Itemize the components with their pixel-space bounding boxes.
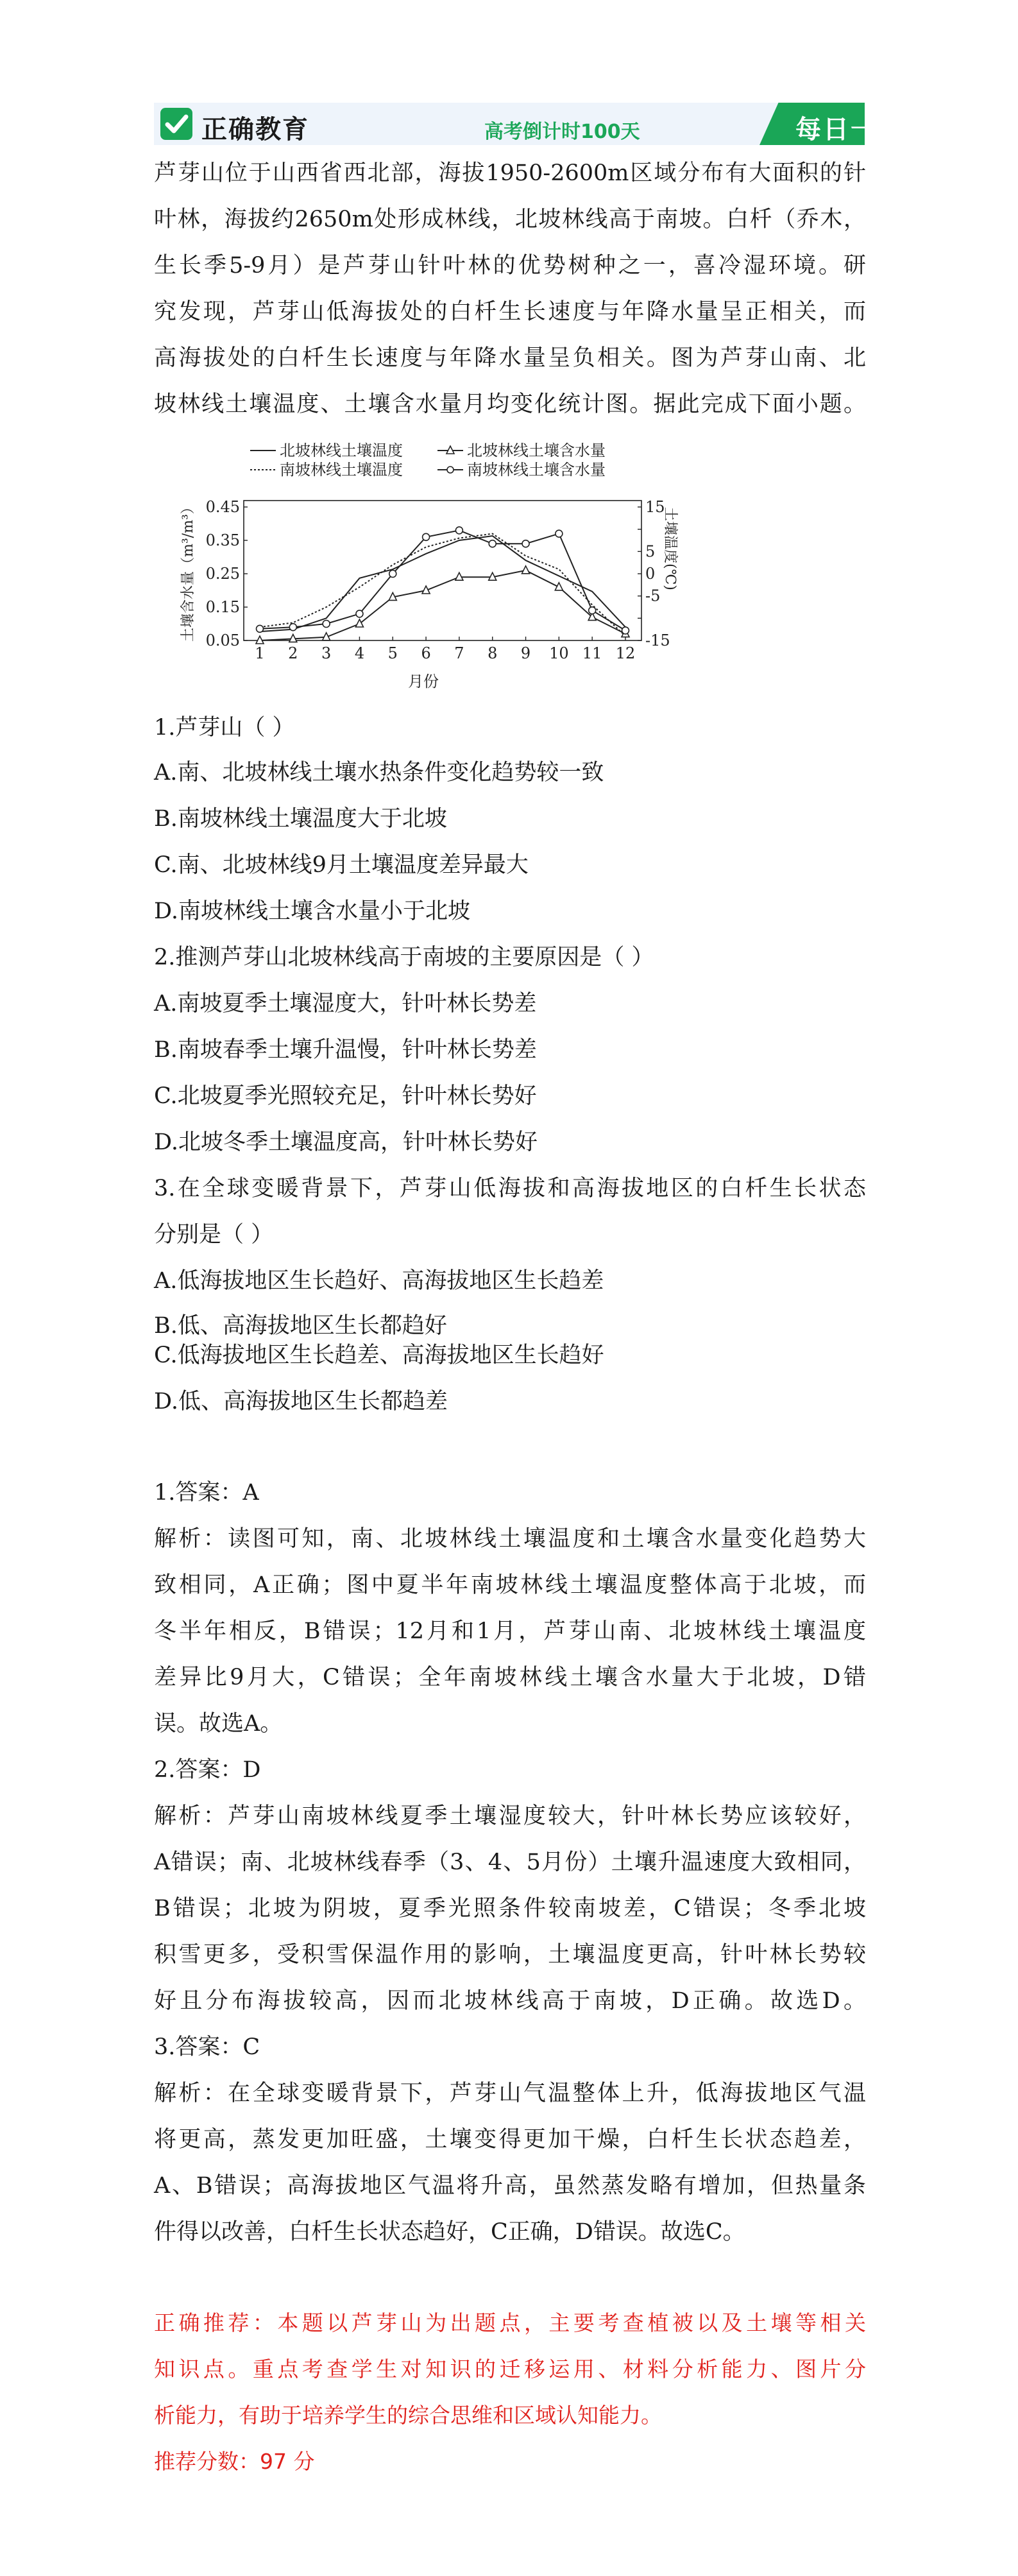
recommend-text: 知识点。重点考查学生对知识的迁移运用、材料分析能力、图片分 (154, 2357, 866, 2382)
recommend-score: 推荐分数：97 分 (154, 2449, 315, 2474)
recommend-text: 析能力，有助于培养学生的综合思维和区域认知能力。 (154, 2403, 662, 2428)
question-option: D.南坡林线土壤含水量小于北坡 (154, 898, 470, 924)
soil-chart (173, 436, 680, 693)
answer-text: A错误；南、北坡林线春季（3、4、5月份）土壤升温速度大致相同， (154, 1850, 866, 1875)
y-right-tick-label: -15 (645, 631, 670, 649)
answer-text: 件得以改善，白杄生长状态趋好，C正确，D错误。故选C。 (154, 2219, 745, 2245)
question-3-stem: 3.在全球变暖背景下，芦芽山低海拔和高海拔地区的白杄生长状态 (154, 1176, 866, 1201)
answer-text: 解析：在全球变暖背景下，芦芽山气温整体上升，低海拔地区气温 (154, 2081, 866, 2106)
point-south_water (522, 540, 529, 547)
x-tick-label: 7 (454, 644, 464, 662)
question-option: A.低海拔地区生长趋好、高海拔地区生长趋差 (154, 1268, 604, 1294)
passage-line: 生长季5-9月）是芦芽山针叶林的优势树种之一，喜冷湿环境。研 (154, 253, 866, 279)
answer-1: 1.答案：A (154, 1480, 259, 1506)
series-line-south_water (260, 530, 625, 630)
x-tick-label: 9 (520, 644, 531, 662)
y-axis-right-label: 土壤温度(℃) (662, 507, 678, 590)
question-option: C.低海拔地区生长趋差、高海拔地区生长趋好 (154, 1343, 604, 1368)
passage-line: 究发现，芦芽山低海拔处的白杄生长速度与年降水量呈正相关，而 (154, 299, 866, 325)
question-option: D.北坡冬季土壤温度高，针叶林长势好 (154, 1129, 538, 1155)
question-option: B.低、高海拔地区生长都趋好 (154, 1313, 447, 1339)
y-left-tick-label: 0.45 (205, 498, 240, 516)
point-south_water (423, 533, 430, 540)
question-2-stem: 2.推测芦芽山北坡林线高于南坡的主要原因是（ ） (154, 945, 654, 970)
answer-text: 将更高，蒸发更加旺盛，土壤变得更加干燥，白杄生长状态趋差， (154, 2127, 866, 2152)
x-tick-label: 10 (549, 644, 569, 662)
legend-north-temp: 北坡林线土壤温度 (280, 442, 403, 459)
x-tick-label: 3 (321, 644, 332, 662)
question-1-stem: 1.芦芽山（ ） (154, 715, 295, 741)
daily-tag: 每日一题 (795, 115, 906, 144)
point-south_water (356, 610, 363, 617)
y-left-tick-label: 0.35 (205, 531, 240, 549)
x-tick-label: 1 (255, 644, 265, 662)
answer-text: B错误；北坡为阴坡，夏季光照条件较南坡差，C错误；冬季北坡 (154, 1896, 866, 1921)
answer-3: 3.答案：C (154, 2034, 260, 2060)
x-tick-label: 8 (488, 644, 498, 662)
x-tick-label: 4 (354, 644, 365, 662)
legend-circle-marker (447, 467, 454, 473)
question-option: B.南坡春季土壤升温慢，针叶林长势差 (154, 1037, 537, 1063)
check-icon (160, 108, 192, 140)
y-left-tick-label: 0.25 (205, 565, 240, 583)
point-south_water (389, 571, 396, 578)
question-option: B.南坡林线土壤温度大于北坡 (154, 806, 447, 832)
question-option: A.南坡夏季土壤湿度大，针叶林长势差 (154, 991, 537, 1017)
legend-south-water: 南坡林线土壤含水量 (467, 461, 606, 479)
point-south_water (622, 627, 629, 634)
y-axis-left-label: 土壤含水量（m³/m³） (180, 500, 196, 642)
x-tick-label: 11 (582, 644, 602, 662)
passage-line: 高海拔处的白杄生长速度与年降水量呈负相关。图为芦芽山南、北 (154, 345, 866, 371)
answer-text: A、B错误；高海拔地区气温将升高，虽然蒸发略有增加，但热量条 (154, 2173, 866, 2199)
point-south_water (556, 530, 563, 537)
point-south_water (323, 621, 330, 628)
chart-legend (250, 442, 606, 479)
countdown-text: 高考倒计时100天 (484, 121, 640, 143)
series-line-south_temp (260, 534, 625, 636)
passage-line: 叶林，海拔约2650m处形成林线，北坡林线高于南坡。白杄（乔木， (154, 207, 866, 232)
question-option: C.北坡夏季光照较充足，针叶林长势好 (154, 1083, 537, 1109)
answer-text: 差异比9月大，C错误；全年南坡林线土壤含水量大于北坡，D错 (154, 1665, 866, 1690)
x-tick-label: 5 (387, 644, 398, 662)
answer-text: 解析：读图可知，南、北坡林线土壤温度和土壤含水量变化趋势大 (154, 1526, 866, 1552)
x-axis-label: 月份 (408, 673, 439, 691)
question-option: C.南、北坡林线9月土壤温度差异最大 (154, 852, 529, 878)
point-south_water (257, 625, 264, 632)
passage-line: 芦芽山位于山西省西北部，海拔1950-2600m区域分布有大面积的针 (154, 160, 866, 186)
legend-south-temp: 南坡林线土壤温度 (280, 461, 403, 479)
legend-north-water: 北坡林线土壤含水量 (467, 442, 606, 459)
answer-2: 2.答案：D (154, 1757, 261, 1783)
recommend-text: 正确推荐：本题以芦芽山为出题点，主要考查植被以及土壤等相关 (154, 2310, 866, 2335)
point-south_water (289, 624, 296, 631)
brand-logo-text: 正确教育 (201, 115, 309, 144)
answer-text: 致相同，A正确；图中夏半年南坡林线土壤温度整体高于北坡，而 (154, 1572, 866, 1598)
y-right-tick-label: 0 (645, 565, 656, 583)
y-left-tick-label: 0.15 (205, 598, 240, 616)
header-banner (154, 103, 906, 145)
point-south_water (589, 607, 596, 614)
answer-text: 误。故选A。 (154, 1711, 283, 1737)
point-north_water (355, 619, 363, 627)
y-right-tick-label: -5 (645, 587, 661, 605)
answer-text: 好且分布海拔较高，因而北坡林线高于南坡，D正确。故选D。 (154, 1988, 866, 2014)
point-south_water (489, 540, 496, 547)
x-tick-label: 6 (421, 644, 431, 662)
passage-line: 坡林线土壤温度、土壤含水量月均变化统计图。据此完成下面小题。 (154, 391, 866, 417)
answer-text: 冬半年相反，B错误；12月和1月，芦芽山南、北坡林线土壤温度 (154, 1619, 866, 1644)
x-tick-label: 12 (615, 644, 636, 662)
answer-text: 积雪更多，受积雪保温作用的影响，土壤温度更高，针叶林长势较 (154, 1942, 866, 1968)
answer-text: 解析：芦芽山南坡林线夏季土壤湿度较大，针叶林长势应该较好， (154, 1803, 866, 1829)
question-option: D.低、高海拔地区生长都趋差 (154, 1389, 448, 1414)
point-south_water (455, 527, 462, 534)
question-option: A.南、北坡林线土壤水热条件变化趋势较一致 (154, 760, 604, 786)
x-tick-label: 2 (288, 644, 298, 662)
y-right-tick-label: 5 (645, 542, 656, 561)
y-right-tick-label: 15 (645, 498, 665, 516)
y-left-tick-label: 0.05 (205, 631, 240, 649)
point-north_water (522, 566, 530, 574)
plot-frame (244, 501, 641, 640)
question-3-stem-cont: 分别是（ ） (154, 1222, 274, 1248)
